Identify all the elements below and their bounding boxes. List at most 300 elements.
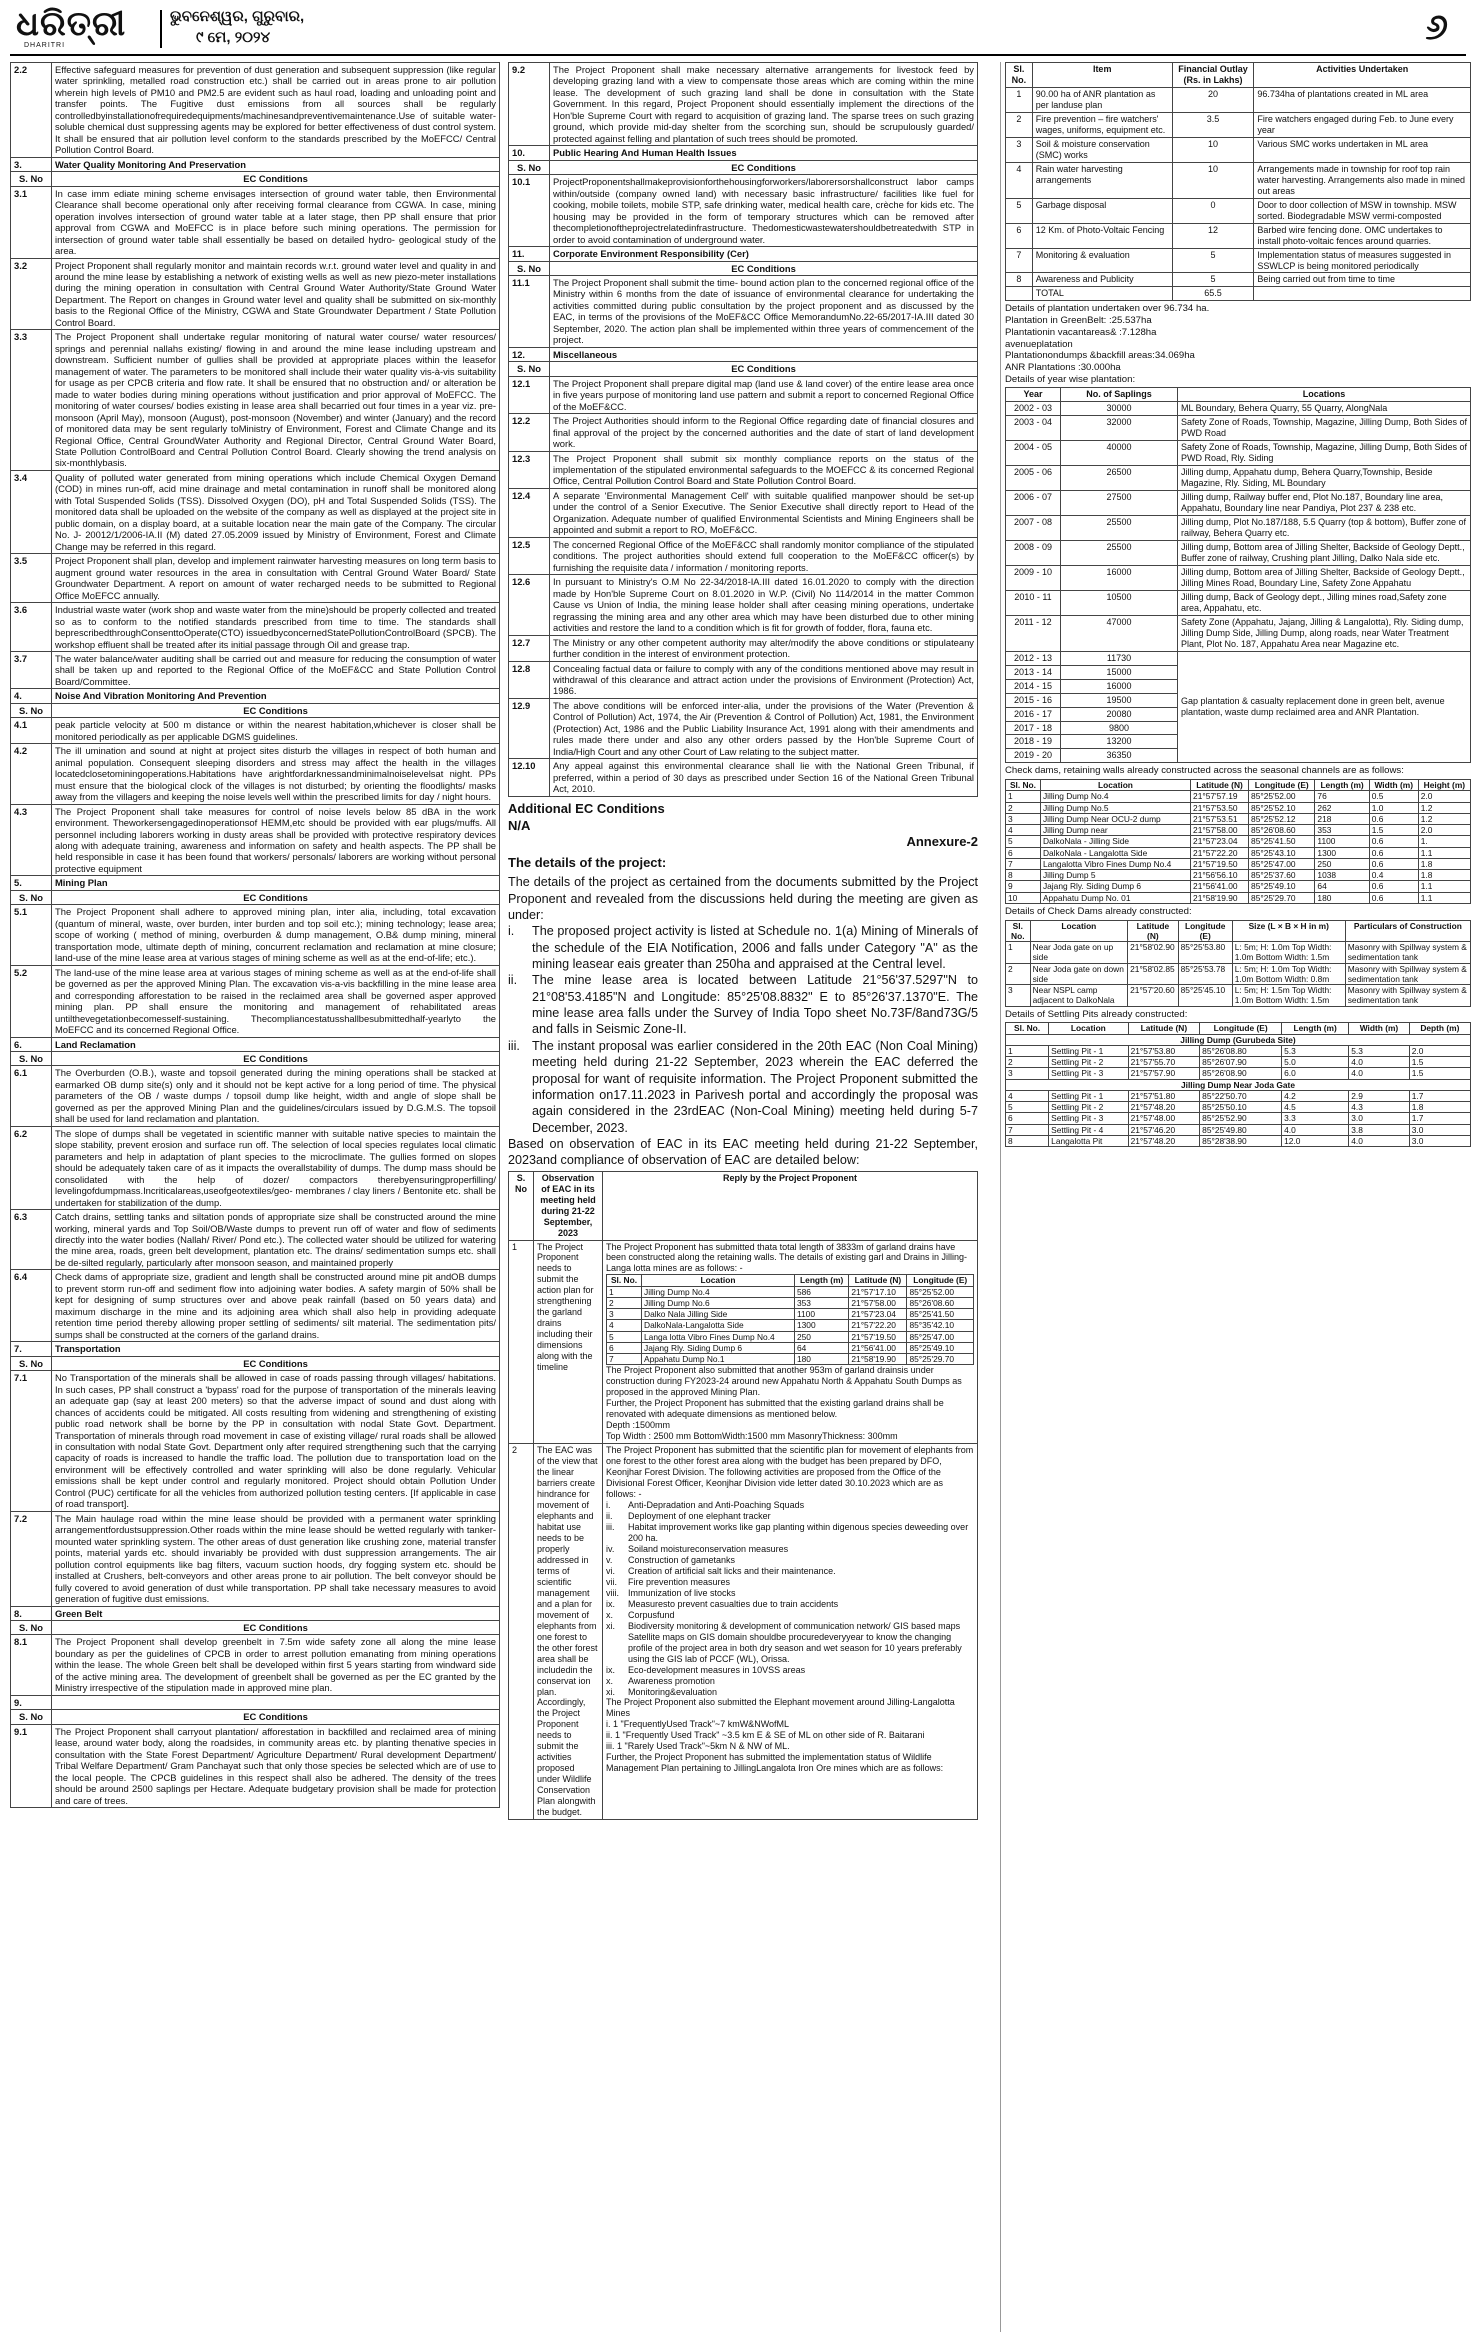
- activities-undertaken: Door to door collection of MSW in township. MSW sorted. Biodegradable MSW vermi-composted: [1254, 198, 1471, 223]
- reply-text: The Project Proponent has submitted thata total length of 3833m of garland drains have been constructed along the retaining walls. The details of existing garl and Drains in Jilling-Langa lotta mines are as follows: -: [606, 1241, 968, 1274]
- condition-number: 12.6: [509, 575, 550, 635]
- serial-number: 4: [1006, 825, 1041, 836]
- year: 2002 - 03: [1006, 402, 1061, 416]
- condition-text: Industrial waste water (work shop and waste water from the mine)should be properly collected and treated so as to conform to the notified standards prescribed from time to time. The standards shall beprescribedthroughConsenttoOperate(CTO) issuedbyconcernedStatePollutionControlBoard (SPCB). The workshop effluent shall be treated after its initial passage through Oil and grease trap.: [52, 603, 500, 652]
- activity-text: Creation of artificial salt licks and their maintenance.: [628, 1565, 836, 1576]
- details-title: The details of the project:: [508, 855, 667, 871]
- column-header: No. of Saplings: [1061, 388, 1178, 402]
- condition-text: Project Proponent shall plan, develop and implement rainwater harvesting measures on long term basis to augment ground water resources in the area in consultation with Central Ground Water Board/ State Groundwater Department. A report on amount of water recharged needs to be submitted to Regional Office MoEFCC annually.: [52, 554, 500, 603]
- length: 353: [1315, 825, 1369, 836]
- details-item: [508, 972, 978, 1037]
- condition-number: 6.2: [11, 1126, 52, 1209]
- serial-number: 7: [1006, 1124, 1049, 1135]
- condition-number: 12.8: [509, 661, 550, 698]
- section-title: EC Conditions: [550, 362, 978, 376]
- activities-undertaken: Barbed wire fencing done. OMC undertakes to install photo-voltaic fences around quarries.: [1254, 223, 1471, 248]
- column-header: Depth (m): [1409, 1023, 1470, 1034]
- table-row: [1006, 1090, 1471, 1101]
- column-header: Sl. No.: [1006, 780, 1041, 791]
- check-dams-table: [1005, 920, 1471, 1007]
- serial-number: 7: [1006, 858, 1041, 869]
- activity-item: [606, 1555, 974, 1566]
- table-row: [1006, 881, 1471, 892]
- condition-text: peak particle velocity at 500 m distance or within the nearest habitation,whichever is closer shall be monitored periodically as per applicable DGMS guidelines.: [52, 718, 500, 744]
- table-header-row: [509, 1171, 978, 1240]
- longitude: 85°25'41.50: [1249, 836, 1315, 847]
- activity-item: [606, 1588, 974, 1599]
- longitude: 85°25'53.78: [1178, 963, 1232, 985]
- masthead-divider: [160, 10, 162, 48]
- table-row: [1006, 491, 1471, 516]
- length: 250: [1315, 858, 1369, 869]
- condition-row: [11, 258, 500, 330]
- serial-number: 7: [1006, 248, 1033, 273]
- location: Jilling Dump No.4: [642, 1286, 795, 1297]
- details-item-number: iii.: [508, 1038, 520, 1053]
- longitude: 85°25'45.10: [1178, 985, 1232, 1007]
- length: 250: [794, 1331, 848, 1342]
- table-row: [1006, 1068, 1471, 1079]
- location: Settling Pit - 3: [1049, 1113, 1128, 1124]
- additional-ec-title: Additional EC Conditions: [508, 800, 665, 816]
- table-row: [1006, 836, 1471, 847]
- serial-number: 9: [1006, 881, 1041, 892]
- activities-undertaken: Arrangements made in township for roof top rain water harvesting. Arrangements also made in mined out areas: [1254, 162, 1471, 198]
- section-title: EC Conditions: [550, 261, 978, 275]
- condition-row: [509, 63, 978, 146]
- column-header: Length (m): [1282, 1023, 1349, 1034]
- location: DalkoNala - Langalotta Side: [1040, 847, 1190, 858]
- section-title: EC Conditions: [52, 703, 500, 717]
- newspaper-logo-subtitle: DHARITRI: [24, 42, 66, 49]
- condition-row: [11, 718, 500, 744]
- latitude: 21°58'02.90: [1128, 942, 1179, 964]
- length: 1038: [1315, 870, 1369, 881]
- activity-number: ii.: [606, 1511, 613, 1521]
- item: Awareness and Publicity: [1032, 273, 1172, 287]
- condition-row: [509, 488, 978, 537]
- condition-number: S. No: [11, 1710, 52, 1724]
- column-header: Sl. No.: [1006, 63, 1033, 88]
- check-dams-intro: Check dams, retaining walls already constructed across the seasonal channels are as follows:: [1005, 765, 1404, 777]
- table-row: [1006, 615, 1471, 651]
- details-item: [508, 923, 978, 972]
- condition-text: The Project Proponent shall develop greenbelt in 7.5m wide safety zone all along the mine lease boundary as per the guidelines of CPCB in order to arrest pollution emanating from mining operations within the lease. The whole Green belt shall be developed within first 5 years starting from windward side of the active mining area. The development of greenbelt shall be governed as per the EC granted by the Ministry irrespective of the stipulation made in approved mine plan.: [52, 1635, 500, 1695]
- reply-text: Further, the Project Proponent has submitted the implementation status of Wildlife Management Plan pertaining to JillingLangalota Iron Ore mines which are as follows:: [606, 1752, 944, 1774]
- condition-row: [11, 1066, 500, 1126]
- observation-table: [508, 1171, 978, 1820]
- condition-text: The above conditions will be enforced inter-alia, under the provisions of the Water (Prevention & Control of Pollution) Act, 1974, the Air (Prevention & Control of Pollution) Act, 1981, the Environment (Protection) Act, 1986 and the Public Liability Insurance Act, 1991 along with their amendments and rules made there under and also any other orders passed by the Hon'ble Supreme Court of India/High Court and any other Court of Law relating to the subject matter.: [550, 698, 978, 758]
- drain-dimension: Top Width : 2500 mm BottomWidth:1500 mm MasonryThickness: 300mm: [606, 1431, 898, 1442]
- details-intro: The details of the project as certained from the documents submitted by the Project Proponent and revealed from the discussions held during the meeting are given as under:: [508, 875, 978, 922]
- location: Settling Pit - 3: [1049, 1068, 1128, 1079]
- width: 0.6: [1369, 847, 1418, 858]
- locations: Safety Zone of Roads, Township, Magazine, Jilling Dump, Both Sides of PWD Road: [1178, 416, 1471, 441]
- activity-text: Monitoring&evaluation: [628, 1686, 718, 1697]
- serial-number: 6: [1006, 847, 1041, 858]
- activity-item: [606, 1511, 974, 1522]
- additional-ec-value: N/A: [508, 817, 531, 833]
- details-item-number: i.: [508, 924, 515, 939]
- column-header: Height (m): [1418, 780, 1470, 791]
- column-header: S. No: [509, 1171, 534, 1240]
- activity-text: Awareness promotion: [628, 1675, 715, 1686]
- condition-number: S. No: [509, 362, 550, 376]
- height: 2.0: [1418, 825, 1470, 836]
- condition-text: Quality of polluted water generated from mining operations which include Chemical Oxygen Demand (COD) in mines run-off, acid mine drainage and metal contamination in runoff shall be monitored along with Total Suspended Solids (TSS). Dissolved Oxygen (DO), pH and Total Suspended Solids (TSS). The monitored data shall be uploaded on the website of the company as well as displayed at the project site in public domain, on a display board, at a suitable location near the main gate of the Company. The circular No. J- 20012/1/2006-IA.II (M) dated 27.05.2009 issued by Ministry of Environment, Forest and Climate Change may be referred in this regard.: [52, 470, 500, 553]
- condition-row: [509, 175, 978, 247]
- locations: Jilling dump, Appahatu dump, Behera Quarry,Township, Beside Magazine, Rly. Siding, ML Boundary: [1178, 466, 1471, 491]
- condition-row: [11, 554, 500, 603]
- saplings: 20080: [1061, 707, 1178, 721]
- longitude: 85°25'49.10: [1249, 881, 1315, 892]
- condition-number: 9.: [11, 1695, 52, 1709]
- latitude: 21°57'22.20: [1191, 847, 1249, 858]
- reply-text: The Project Proponent also submitted the Elephant movement around Jilling-Langalotta Mines: [606, 1697, 955, 1719]
- latitude: 21°57'53.80: [1128, 1045, 1200, 1056]
- table-row: [607, 1320, 974, 1331]
- width: 0.4: [1369, 870, 1418, 881]
- financial-outlay: 20: [1172, 87, 1254, 112]
- condition-number: 12.10: [509, 759, 550, 796]
- longitude: 85°26'08.90: [1200, 1068, 1282, 1079]
- condition-text: No Transportation of the minerals shall be allowed in case of roads passing through villages/ habitations. In such cases, PP shall construct a 'bypass' road for the purpose of transportation of the minerals leaving an adequate gap (say at least 200 meters) so that the adverse impact of sound and dust along with chances of accidents could be mitigated. All costs resulting from widening and strengthening of existing public road network shall be borne by the PP in consultation with nodal State Govt. Department. Transportation of minerals through road movement in case of existing village/ rural roads shall be allowed in consultation with nodal State Govt. Department only after required strengthening such that the carrying capacity of roads is increased to handle the traffic load. The pollution due to transportation load on the environment will be effectively controlled and water sprinkling will also be done regularly. Vehicular emissions shall be kept under control and regularly monitored. Project should obtain Pollution Under Control (PUC) certificate for all the vehicles from authorized pollution testing centers. [If applicable in case of road transport].: [52, 1371, 500, 1512]
- condition-row: [11, 1270, 500, 1342]
- elephant-track: iii. 1 "Rarely Used Track"~5km N & NW of ML.: [606, 1741, 790, 1752]
- height: 1.8: [1418, 870, 1470, 881]
- saplings: 47000: [1061, 615, 1178, 651]
- width: 4.3: [1349, 1102, 1410, 1113]
- latitude: 21°57'46.20: [1128, 1124, 1200, 1135]
- saplings: 16000: [1061, 565, 1178, 590]
- item: Monitoring & evaluation: [1032, 248, 1172, 273]
- location: Near NSPL camp adjacent to DalkoNala: [1030, 985, 1128, 1007]
- saplings: 27500: [1061, 491, 1178, 516]
- year: 2006 - 07: [1006, 491, 1061, 516]
- width: 3.0: [1349, 1113, 1410, 1124]
- year: 2018 - 19: [1006, 735, 1061, 749]
- column-header: Locations: [1178, 388, 1471, 402]
- serial-number: 1: [1006, 942, 1031, 964]
- length: 3.3: [1282, 1113, 1349, 1124]
- table-header-row: [1006, 63, 1471, 88]
- total-spacer: [1006, 287, 1033, 301]
- table-row: [1006, 985, 1471, 1007]
- height: 1.2: [1418, 813, 1470, 824]
- column-header: Width (m): [1369, 780, 1418, 791]
- condition-number: 9.2: [509, 63, 550, 146]
- section-header-row: [11, 1037, 500, 1051]
- latitude: 21°56'41.00: [1191, 881, 1249, 892]
- serial-number: 4: [1006, 1090, 1049, 1101]
- activity-item: [606, 1566, 974, 1577]
- activity-item: [606, 1544, 974, 1555]
- activities-undertaken: Being carried out from time to time: [1254, 273, 1471, 287]
- width: 2.9: [1349, 1090, 1410, 1101]
- latitude: 21°57'53.51: [1191, 813, 1249, 824]
- condition-row: [509, 451, 978, 488]
- serial-number: 8: [1006, 870, 1041, 881]
- condition-text: The slope of dumps shall be vegetated in scientific manner with suitable native species to maintain the slope stability, prevent erosion and surface run off. The selection of local species regulates local climatic parameters and help in adaptation of plant species to the microclimate. The gullies formed on slopes should be adequately taken care of as it impacts the overallstability of dumps. The dump mass should be consolidated with the help of dozer/ compactors therebyensuringproperfilling/ levelingofdumpmass.Incriticalareas,useofgeotextiles/geo- membranes / clay liners / Bentonite etc. shall be undertaken for stabilization of the dump.: [52, 1126, 500, 1209]
- activity-number: xi.: [606, 1686, 615, 1697]
- condition-number: 12.2: [509, 414, 550, 451]
- activity-number: iv.: [606, 1543, 615, 1554]
- column-header: Size (L × B × H in m): [1232, 920, 1345, 942]
- item: Fire prevention – fire watchers' wages, uniforms, equipment etc.: [1032, 112, 1172, 137]
- width: 0.6: [1369, 836, 1418, 847]
- activity-number: ix.: [606, 1664, 615, 1675]
- condition-text: The Project Proponent shall submit six monthly compliance reports on the status of the implementation of the stipulated environmental safeguards to the MOEFCC & its concerned Regional Office, Central Pollution Control Board and State Pollution Control Board.: [550, 451, 978, 488]
- width: 1.5: [1369, 825, 1418, 836]
- location: Jilling Dump No.6: [642, 1297, 795, 1308]
- location: Settling Pit - 2: [1049, 1102, 1128, 1113]
- latitude: 21°57'55.70: [1128, 1057, 1200, 1068]
- latitude: 21°57'22.20: [849, 1320, 907, 1331]
- longitude: 85°25'49.80: [1200, 1124, 1282, 1135]
- longitude: 85°25'43.10: [1249, 847, 1315, 858]
- section-title: EC Conditions: [52, 1710, 500, 1724]
- saplings: 19500: [1061, 693, 1178, 707]
- column-header: Location: [1040, 780, 1190, 791]
- width: 4.0: [1349, 1135, 1410, 1146]
- width: 0.6: [1369, 813, 1418, 824]
- retaining-walls-table: [1005, 779, 1471, 904]
- length: 12.0: [1282, 1135, 1349, 1146]
- financial-outlay: 5: [1172, 248, 1254, 273]
- condition-number: 3.5: [11, 554, 52, 603]
- latitude: 21°57'19.50: [1191, 858, 1249, 869]
- longitude: 85°25'29.70: [907, 1354, 974, 1365]
- width: 0.6: [1369, 892, 1418, 903]
- details-item: [508, 1038, 978, 1136]
- plantation-detail-line: Plantationondumps &backfill areas:34.069ha: [1005, 350, 1195, 362]
- condition-number: 4.3: [11, 804, 52, 876]
- elephant-track: ii. 1 "Frequently Used Track" ~3.5 km E & SE of ML on other side of R. Baitarani: [606, 1730, 925, 1741]
- column-header: Latitude (N): [1128, 1023, 1200, 1034]
- latitude: 21°57'19.50: [849, 1331, 907, 1342]
- serial-number: 4: [1006, 162, 1033, 198]
- condition-row: [11, 1210, 500, 1270]
- condition-row: [509, 698, 978, 758]
- table-row: [607, 1342, 974, 1353]
- section-title: EC Conditions: [52, 1356, 500, 1370]
- condition-number: S. No: [11, 703, 52, 717]
- table-row: [1006, 416, 1471, 441]
- latitude: 21°57'48.00: [1128, 1113, 1200, 1124]
- condition-number: S. No: [509, 160, 550, 174]
- section-title: Land Reclamation: [52, 1037, 500, 1051]
- table-row: [607, 1354, 974, 1365]
- section-header-row: [11, 1695, 500, 1709]
- latitude: 21°56'41.00: [849, 1342, 907, 1353]
- length: 1100: [1315, 836, 1369, 847]
- serial-number: 4: [607, 1320, 642, 1331]
- latitude: 21°57'23.04: [1191, 836, 1249, 847]
- longitude: 85°26'08.60: [1249, 825, 1315, 836]
- elephant-track: i. 1 "FrequentlyUsed Track"~7 kmW&NWofML: [606, 1719, 790, 1730]
- subheader-row: [11, 1621, 500, 1635]
- section-title: Corporate Environment Responsibility (Cer): [550, 247, 978, 261]
- observation-number: 1: [509, 1240, 534, 1444]
- table-row: [607, 1286, 974, 1297]
- condition-number: S. No: [11, 172, 52, 186]
- section-header-row: [11, 1606, 500, 1620]
- item: Soil & moisture conservation (SMC) works: [1032, 137, 1172, 162]
- table-row: [1006, 942, 1471, 964]
- subheader-row: [509, 261, 978, 275]
- observation-text: The Project Proponent needs to submit the action plan for strengthening the garland drains including their dimensions along with the timeline: [534, 1240, 603, 1444]
- condition-number: 6.: [11, 1037, 52, 1051]
- latitude: 21°58'19.90: [849, 1354, 907, 1365]
- activities-undertaken: Implementation status of measures suggested in SSWLCP is being monitored periodically: [1254, 248, 1471, 273]
- condition-row: [509, 661, 978, 698]
- width: 0.6: [1369, 881, 1418, 892]
- details-item-text: The proposed project activity is listed at Schedule no. 1(a) Mining of Minerals of the schedule of the EIA Notification, 2006 and falls under Category "A" as the mining leasear eais greater than 250ha and appraised at the Central level.: [532, 924, 978, 972]
- table-row: [1006, 847, 1471, 858]
- table-row: [1006, 1057, 1471, 1068]
- condition-number: 6.3: [11, 1210, 52, 1270]
- column-3: [1000, 62, 1471, 2332]
- location: Appahatu Dump No. 01: [1040, 892, 1190, 903]
- reply-text: Further, the Project Proponent has submitted that the existing garland drains shall be renovated with adequate dimensions as mentioned below.: [606, 1398, 944, 1420]
- condition-text: Check dams of appropriate size, gradient and length shall be constructed around mine pit andOB dumps to prevent storm run-off and sediment flow into adjoining water bodies. A safety margin of 50% shall be kept for designing of sump structures over and above peak rainfall (based on 50 years data) and maximum discharge in the mine and its adjoining area which shall also help in providing adequate retention time period thereby allowing proper settling of sediments/ silt material. The sedimentation pits/ sumps shall be constructed at the corners of the garland drains.: [52, 1270, 500, 1342]
- longitude: 85°25'52.00: [1249, 791, 1315, 802]
- location: DalkoNala - Jilling Side: [1040, 836, 1190, 847]
- year: 2010 - 11: [1006, 590, 1061, 615]
- financial-outlay: 0: [1172, 198, 1254, 223]
- activity-item: [606, 1522, 974, 1544]
- location: Settling Pit - 4: [1049, 1124, 1128, 1135]
- total-spacer: [1254, 287, 1471, 301]
- table-row: [1006, 813, 1471, 824]
- reply-cell: [603, 1444, 978, 1820]
- table-row: [1006, 590, 1471, 615]
- observation-number: 2: [509, 1444, 534, 1820]
- locations: Gap plantation & casualty replacement done in green belt, avenue plantation, waste dump reclaimed area and ANR Plantation.: [1178, 651, 1471, 763]
- serial-number: 5: [1006, 198, 1033, 223]
- latitude: 21°57'58.00: [1191, 825, 1249, 836]
- condition-text: Project Proponent shall regularly monitor and maintain records w.r.t. ground water level and quality in and around the mine lease by establishing a network of existing wells as well as new piezo-meter installations during the mining operation in consultation with Central Ground Water Authority/State Ground Water Department. The Report on changes in Ground water level and quality shall be submitted on six-monthly basis to the Regional Office of the Ministry, CGWA and State Groundwater Department / State Pollution Control Board.: [52, 258, 500, 330]
- table-row: [607, 1297, 974, 1308]
- section-title: EC Conditions: [550, 160, 978, 174]
- longitude: 85°26'08.60: [907, 1297, 974, 1308]
- depth: 1.8: [1409, 1102, 1470, 1113]
- garland-drains-table: [606, 1274, 974, 1365]
- condition-row: [11, 1724, 500, 1807]
- condition-number: 7.: [11, 1342, 52, 1356]
- saplings: 11730: [1061, 651, 1178, 665]
- activity-number: iii.: [606, 1521, 615, 1532]
- latitude: 21°57'17.10: [849, 1286, 907, 1297]
- condition-row: [11, 1511, 500, 1606]
- subheader-row: [11, 172, 500, 186]
- observation-row: [509, 1444, 978, 1820]
- condition-number: 7.2: [11, 1511, 52, 1606]
- condition-number: 8.: [11, 1606, 52, 1620]
- longitude: 85°25'52.90: [1200, 1113, 1282, 1124]
- plantation-detail-line: Plantationin vacantareas& :7.128ha: [1005, 326, 1157, 338]
- group-row: [1006, 1034, 1471, 1045]
- longitude: 85°25'37.60: [1249, 870, 1315, 881]
- serial-number: 3: [1006, 1068, 1049, 1079]
- length: 218: [1315, 813, 1369, 824]
- table-row: [1006, 1124, 1471, 1135]
- column-header: Sl. No.: [607, 1275, 642, 1286]
- table-header-row: [1006, 388, 1471, 402]
- condition-number: 12.: [509, 347, 550, 361]
- latitude: 21°57'57.90: [1128, 1068, 1200, 1079]
- locations: Safety Zone of Roads, Township, Magazine, Jilling Dump, Both Sides of PWD Road, Rly. Siding: [1178, 441, 1471, 466]
- saplings: 26500: [1061, 466, 1178, 491]
- activity-number: x.: [606, 1675, 614, 1686]
- column-header: Length (m): [1315, 780, 1369, 791]
- latitude: 21°57'48.20: [1128, 1102, 1200, 1113]
- depth: 1.5: [1409, 1068, 1470, 1079]
- longitude: 85°26'07.90: [1200, 1057, 1282, 1068]
- activity-text: Soiland moistureconservation measures: [628, 1543, 789, 1554]
- location: Dalko Nala Jilling Side: [642, 1309, 795, 1320]
- subheader-row: [11, 1356, 500, 1370]
- height: 1.1: [1418, 892, 1470, 903]
- activity-text: Deployment of one elephant tracker: [628, 1511, 771, 1521]
- subheader-row: [11, 1710, 500, 1724]
- ec-conditions-table-1: [10, 62, 500, 1808]
- width: 1.0: [1369, 802, 1418, 813]
- condition-text: The Project Proponent shall adhere to approved mining plan, inter alia, including, total excavation (quantum of mineral, waste, over burden, inter burden and top soil etc.); mining technology; lease area; scope of working ( method of mining, overburden & dump management, O.B& dump mining, mineral transportation mode, ultimate depth of mining, concurrent reclamation and reclamation at mine closure; land-use of the mine lease area at various stages of mining scheme as well as at the end-of-life; etc.).: [52, 905, 500, 965]
- column-header: Particulars of Construction: [1345, 920, 1470, 942]
- column-header: Location: [1049, 1023, 1128, 1034]
- section-header-row: [11, 157, 500, 171]
- plantation-detail-line: Plantation in GreenBelt: :25.537ha: [1005, 315, 1152, 327]
- condition-number: S. No: [11, 1356, 52, 1370]
- dateline-date: ୯ ମେ, ୨୦୨୪: [196, 29, 271, 46]
- serial-number: 1: [607, 1286, 642, 1297]
- activity-number: i.: [606, 1500, 611, 1511]
- condition-number: 12.1: [509, 376, 550, 413]
- condition-number: 12.3: [509, 451, 550, 488]
- condition-row: [11, 330, 500, 471]
- item: 12 Km. of Photo-Voltaic Fencing: [1032, 223, 1172, 248]
- saplings: 40000: [1061, 441, 1178, 466]
- activities-undertaken: Various SMC works undertaken in ML area: [1254, 137, 1471, 162]
- depth: 3.0: [1409, 1135, 1470, 1146]
- table-row: [1006, 802, 1471, 813]
- longitude: 85°25'47.00: [907, 1331, 974, 1342]
- serial-number: 2: [1006, 963, 1031, 985]
- section-header-row: [509, 146, 978, 160]
- length: 5.3: [1282, 1045, 1349, 1056]
- financial-outlay: 10: [1172, 162, 1254, 198]
- length: 586: [794, 1286, 848, 1297]
- section-title: Public Hearing And Human Health Issues: [550, 146, 978, 160]
- length: 6.0: [1282, 1068, 1349, 1079]
- construction-particulars: Masonry with Spillway system & sedimentation tank: [1345, 963, 1470, 985]
- table-row: [1006, 223, 1471, 248]
- length: 4.2: [1282, 1090, 1349, 1101]
- location: Settling Pit - 1: [1049, 1090, 1128, 1101]
- width: 0.6: [1369, 858, 1418, 869]
- condition-text: The Project Proponent shall make necessary alternative arrangements for livestock feed by developing grazing land with a view to compensate those areas which are coming within the mine lease. The development of such grazing land shall be done in consultation with the State Government. In this regard, Project Proponent should essentially implement the directions of the Hon'ble Supreme Court with regard to acquisition of grazing land. The sparse trees on such grazing ground, which provide mid-day shelter from the scorching sun, should be scrupulously guarded/ protected against felling and plantation of such trees should be promoted.: [550, 63, 978, 146]
- length: 1300: [1315, 847, 1369, 858]
- table-row: [1006, 1135, 1471, 1146]
- condition-text: A separate 'Environmental Management Cell' with suitable qualified manpower should be set-up under the control of a Senior Executive. The Senior Executive shall directly report to Head of the Organization. Adequate number of qualified Environmental Scientists and Mining Engineers shall be appointed and submit a report to RO, MoEF&CC.: [550, 488, 978, 537]
- section-title: EC Conditions: [52, 1621, 500, 1635]
- condition-text: The Project Proponent shall undertake regular monitoring of natural water course/ water resources/ springs and perennial nallahs existing/ flowing in and around the mine lease including upstream and downstream. Sufficient number of gullies shall be provided at appropriate places within the leasefor management of water. The parameters to be monitored shall include their water quality vis-à-vis suitability for usage as per CPCB criteria and flow rate. It shall be ensured that no obstruction and/ or alteration be made to water bodies during mining operations without justification and prior approval of MoEFCC. The monitoring of water courses/ bodies existing in lease area shall becarried out four times in a year viz. pre- monsoon (April May), monsoon (August), post-monsoon (November) and winter (January) and the record of monitored data may be sent regularly toMinistry of Environment, Forest and Climate Change and its Regional Office, Central GroundWater Authority and Regional Director, Central Ground Water Board, State Pollution ControlBoard and Central Pollution Control Board. Clearly showing the trend analysis on six-monthlybasis.: [52, 330, 500, 471]
- serial-number: 5: [1006, 1102, 1049, 1113]
- serial-number: 2: [1006, 1057, 1049, 1068]
- activity-item: [606, 1599, 974, 1610]
- newspaper-logo: ଧରିତ୍ରୀ: [16, 4, 127, 44]
